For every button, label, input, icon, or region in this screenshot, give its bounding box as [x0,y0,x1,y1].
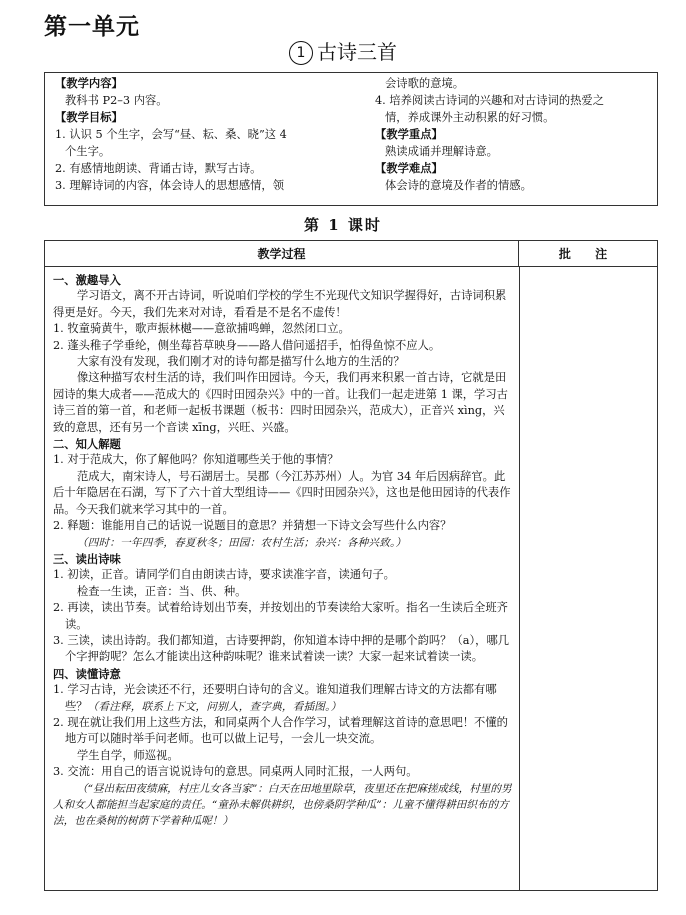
goal-1: 1. 认识 5 个生字，会写“昼、耘、桑、晓”这 4 [55,128,287,141]
list-item: 2. 蓬头稚子学垂纶，侧坐莓苔草映身——路人借问遥招手，怕得鱼惊不应人。 [53,338,441,352]
list-item-cont: 检查一生读，正音：当、供、种。 [77,584,247,598]
list-item-cont: 学生自学，师巡视。 [77,748,179,762]
column-divider [519,267,520,891]
goal-4: 4. 培养阅读古诗词的兴趣和对古诗词的热爱之 [375,94,605,107]
annotation-note: （看注释，联系上下文，问别人，查字典，看插图。） [87,700,342,713]
period-title: 第 1 课时 [304,216,382,234]
list-item: 2. 现在就让我们用上这些方法，和同桌两个人合作学习，试着理解这首诗的意思吧！不懂的地方可以随时举手问老师。也可以做上记号，一会儿一块交流。 [53,715,508,746]
lesson-title [0,36,686,65]
list-item: 1. 对于范成大，你了解他吗？你知道哪些关于他的事情？ [53,453,339,467]
list-item: 3. 三读，读出诗韵。我们都知道，古诗要押韵，你知道本诗中押的是哪个韵吗？（a），哪几个字押韵呢？怎么才能读出这种韵味呢？谁来试着读一读？大家一起来试着读一读。 [53,633,510,664]
annotation-note: （四时：一年四季，春夏秋冬；田园：农村生活；杂兴：各种兴致。） [77,536,407,549]
column-header-process: 教学过程 [45,241,519,267]
process-content [53,272,515,830]
info-right-column [375,75,655,194]
goal-1-cont: 个生字。 [65,145,111,158]
difficulty-heading: 【教学难点】 [375,161,443,175]
difficulty-text: 体会诗的意境及作者的情感。 [385,179,532,192]
goal-4-cont: 情，养成课外主动积累的好习惯。 [385,111,555,124]
goal-3-cont: 会诗歌的意境。 [385,77,465,90]
goal-2: 2. 有感情地朗读、背诵古诗，默写古诗。 [55,162,262,175]
goals-heading: 【教学目标】 [55,110,123,124]
list-item: 2. 再读，读出节奏。试着给诗划出节奏，并按划出的节奏读给大家听。指名一生读后全班齐读。 [53,601,508,631]
paragraph: 范成大，南宋诗人，号石湖居士。吴郡（今江苏苏州）人。为官 34 年后因病辞官。此后十年隐居在石湖，写下了六十首大型组诗——《四时田园杂兴》，这也是他田园诗的代表作品。今天我们就来学习其中的一首。 [53,469,511,516]
key-point-text: 熟读成诵并理解诗意。 [385,145,498,158]
lesson-process-table [44,240,658,891]
goal-3: 3. 理解诗词的内容，体会诗人的思想感情，领 [55,179,285,192]
list-item: 2. 释题：谁能用自己的话说一说题目的意思？并猜想一下诗文会写些什么内容？ [53,519,452,533]
unit-title: 第一单元 [44,14,140,40]
paragraph: 像这种描写农村生活的诗，我们叫作田园诗。今天，我们再来积累一首古诗，它就是田园诗的集大成者——范成大的《四时田园杂兴》中的一首。让我们一起走进第 1 课，学习古诗三首的第一首，和老师一起板书课题（板书：四时田园杂兴，范成大），正音兴 xìng，兴致的意思，还有另一个音读 xīng，兴旺、兴盛。 [53,371,508,434]
section-title: 一、激趣导入 [53,273,121,287]
lesson-title-text: 古诗三首 [317,40,397,64]
info-left-column [55,75,375,194]
key-point-heading: 【教学重点】 [375,127,443,141]
annotation-note: （“昼出耘田夜绩麻，村庄儿女各当家”：白天在田地里除草，夜里还在把麻搓成线，村里的男人和女人都能担当起家庭的责任。“童孙未解供耕织，也傍桑阴学种瓜”：儿童不懂得耕田织布的方法，也在桑树的树荫下学着种瓜呢！） [53,782,512,828]
list-item: 1. 牧童骑黄牛，歌声振林樾——意欲捕鸣蝉，忽然闭口立。 [53,322,350,336]
paragraph: 学习语文，离不开古诗词，听说咱们学校的学生不光现代文知识学握得好，古诗词积累得更是好。今天，我们先来对对诗，看看是不是名不虚传！ [53,289,507,319]
list-item [53,682,515,715]
lesson-number-badge: 1 [289,41,313,65]
section-title: 四、读懂诗意 [53,666,121,681]
paragraph: 大家有没有发现，我们刚才对的诗句都是描写什么地方的生活的？ [77,355,405,369]
content-text: 教科书 P2–3 内容。 [65,94,168,107]
section-title: 三、读出诗味 [53,551,121,566]
list-item: 1. 初读，正音。请同学们自由朗读古诗，要求读准字音，读通句子。 [53,568,395,582]
section-title: 二、知人解题 [53,437,121,452]
lesson-info-box [44,72,658,206]
column-header-notes: 批 注 [519,241,657,267]
list-item-text: 1. 学习古诗，光会读还不行，还要明白诗句的含义。谁知道我们理解古诗文的方法都有哪些？ [53,683,497,713]
content-heading: 【教学内容】 [55,76,123,90]
list-item: 3. 交流：用自己的语言说说诗句的意思。同桌两人同时汇报，一人两句。 [53,765,418,779]
